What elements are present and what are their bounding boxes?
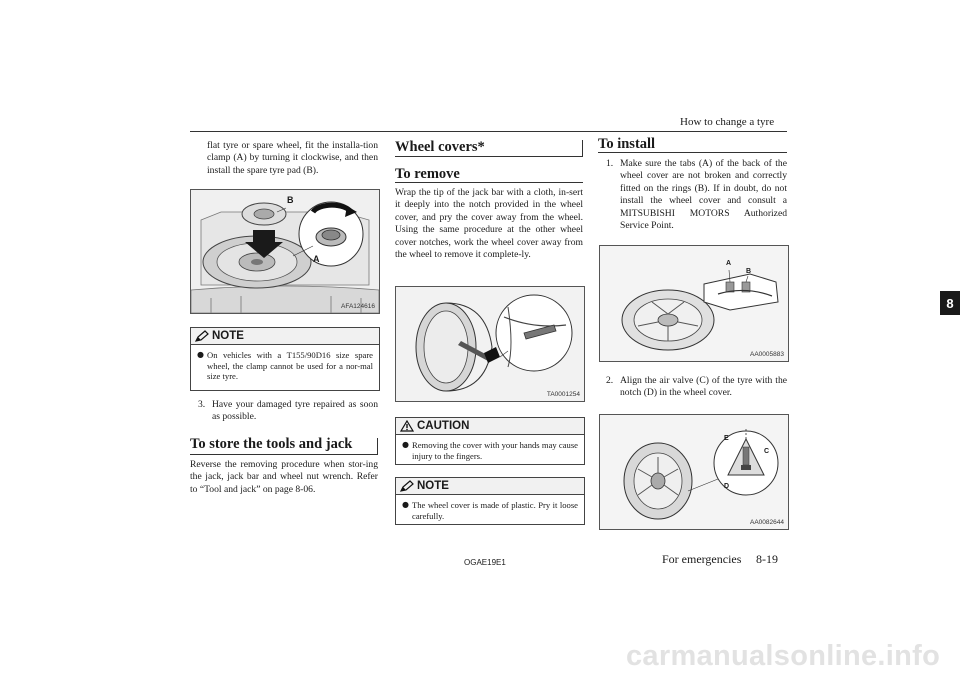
pencil-icon xyxy=(195,330,209,342)
section-tab[interactable]: 8 xyxy=(940,291,960,315)
store-heading-rule xyxy=(190,454,378,455)
caution-header xyxy=(396,418,584,435)
bullet-icon: ● xyxy=(197,350,204,359)
wheel-covers-heading-rule xyxy=(395,156,583,157)
to-install-heading: To install xyxy=(598,136,656,152)
wheel-covers-heading-rule-end xyxy=(582,140,583,156)
header-rule xyxy=(190,131,787,132)
note-bullet xyxy=(191,345,379,386)
bullet-icon: ● xyxy=(402,440,409,449)
step-text: Make sure the tabs (A) of the back of the wheel cover are not broken and correctly fitted on the rings (B). If in doubt, do not install the wheel cover and consult a MITSUBISHI MOTORS Authorized Service Point. xyxy=(620,158,787,232)
pencil-icon xyxy=(400,480,414,492)
note-title: NOTE xyxy=(212,330,244,342)
note-header xyxy=(396,478,584,495)
figure-code: TA0001254 xyxy=(546,391,580,398)
note-text: On vehicles with a T155/90D16 size spare wheel, the clamp cannot be used for a nor-mal size tyre. xyxy=(207,350,373,382)
step-number: 1. xyxy=(606,158,614,169)
running-title: How to change a tyre xyxy=(680,116,775,128)
caution-box xyxy=(395,417,585,465)
note-text: The wheel cover is made of plastic. Pry it loose carefully. xyxy=(412,500,578,521)
figure-label-b: B xyxy=(287,195,294,205)
step-text: Align the air valve (C) of the tyre with the notch (D) in the wheel cover. xyxy=(620,375,787,399)
step-number: 2. xyxy=(606,375,614,386)
figure-code: AA0005883 xyxy=(750,351,784,358)
figure-label-b: B xyxy=(746,268,752,275)
section-name: For emergencies xyxy=(662,552,742,566)
remove-cover-illustration xyxy=(396,287,584,401)
caution-title: CAUTION xyxy=(417,420,470,432)
caution-bullet xyxy=(396,435,584,465)
valve-align-figure xyxy=(599,414,789,530)
step-1 xyxy=(606,158,787,232)
step-2 xyxy=(606,375,787,400)
remove-text: Wrap the tip of the jack bar with a cloth, in-sert it deeply into the notch provided in the wheel cover, and pry the cover away from the wheel. Using the same procedure at the other wheel cover notches, work the wheel cover away from the wheel to remove it complete-ly. xyxy=(395,187,583,261)
note-bullet xyxy=(396,495,584,525)
step-text: Have your damaged tyre repaired as soon as possible. xyxy=(212,399,378,423)
note-box-left xyxy=(190,327,380,391)
figure-label-a: A xyxy=(313,254,320,264)
remove-cover-figure xyxy=(395,286,585,402)
figure-code: AA0082644 xyxy=(750,519,784,526)
install-tabs-figure xyxy=(599,245,789,362)
intro-text: flat tyre or spare wheel, fit the installa-tion clamp (A) by turning it clockwise, and then install the spare tyre pad (B). xyxy=(207,140,378,176)
page-number: 8-19 xyxy=(756,552,778,566)
figure-code: AFA124616 xyxy=(341,303,375,310)
warning-triangle-icon xyxy=(400,420,414,432)
store-heading-rule-end xyxy=(377,438,378,454)
figure-label-c: C xyxy=(764,448,770,455)
doc-code: OGAE19E1 xyxy=(464,558,506,567)
to-remove-rule xyxy=(395,182,583,183)
store-heading: To store the tools and jack xyxy=(190,436,353,452)
wheel-covers-heading: Wheel covers* xyxy=(395,139,485,155)
figure-label-e: E xyxy=(724,435,729,442)
watermark-text: carmanualsonline.info xyxy=(626,640,941,672)
note-title: NOTE xyxy=(417,480,449,492)
caution-text: Removing the cover with your hands may cause injury to the fingers. xyxy=(412,440,578,461)
spare-tyre-illustration xyxy=(191,190,379,313)
to-install-rule xyxy=(598,152,787,153)
step-number: 3. xyxy=(198,399,206,410)
spare-tyre-figure xyxy=(190,189,380,314)
step-3 xyxy=(198,399,378,424)
install-tabs-illustration xyxy=(600,246,788,361)
figure-label-d: D xyxy=(724,483,730,490)
store-text: Reverse the removing procedure when stor-ing the jack, jack bar and wheel nut wrench. Refer to “Tool and jack” on page 8-06. xyxy=(190,459,378,495)
valve-align-illustration xyxy=(600,415,788,529)
figure-label-a: A xyxy=(726,260,732,267)
to-remove-heading: To remove xyxy=(395,166,460,182)
note-box-middle xyxy=(395,477,585,525)
bullet-icon: ● xyxy=(402,500,409,509)
note-header xyxy=(191,328,379,345)
